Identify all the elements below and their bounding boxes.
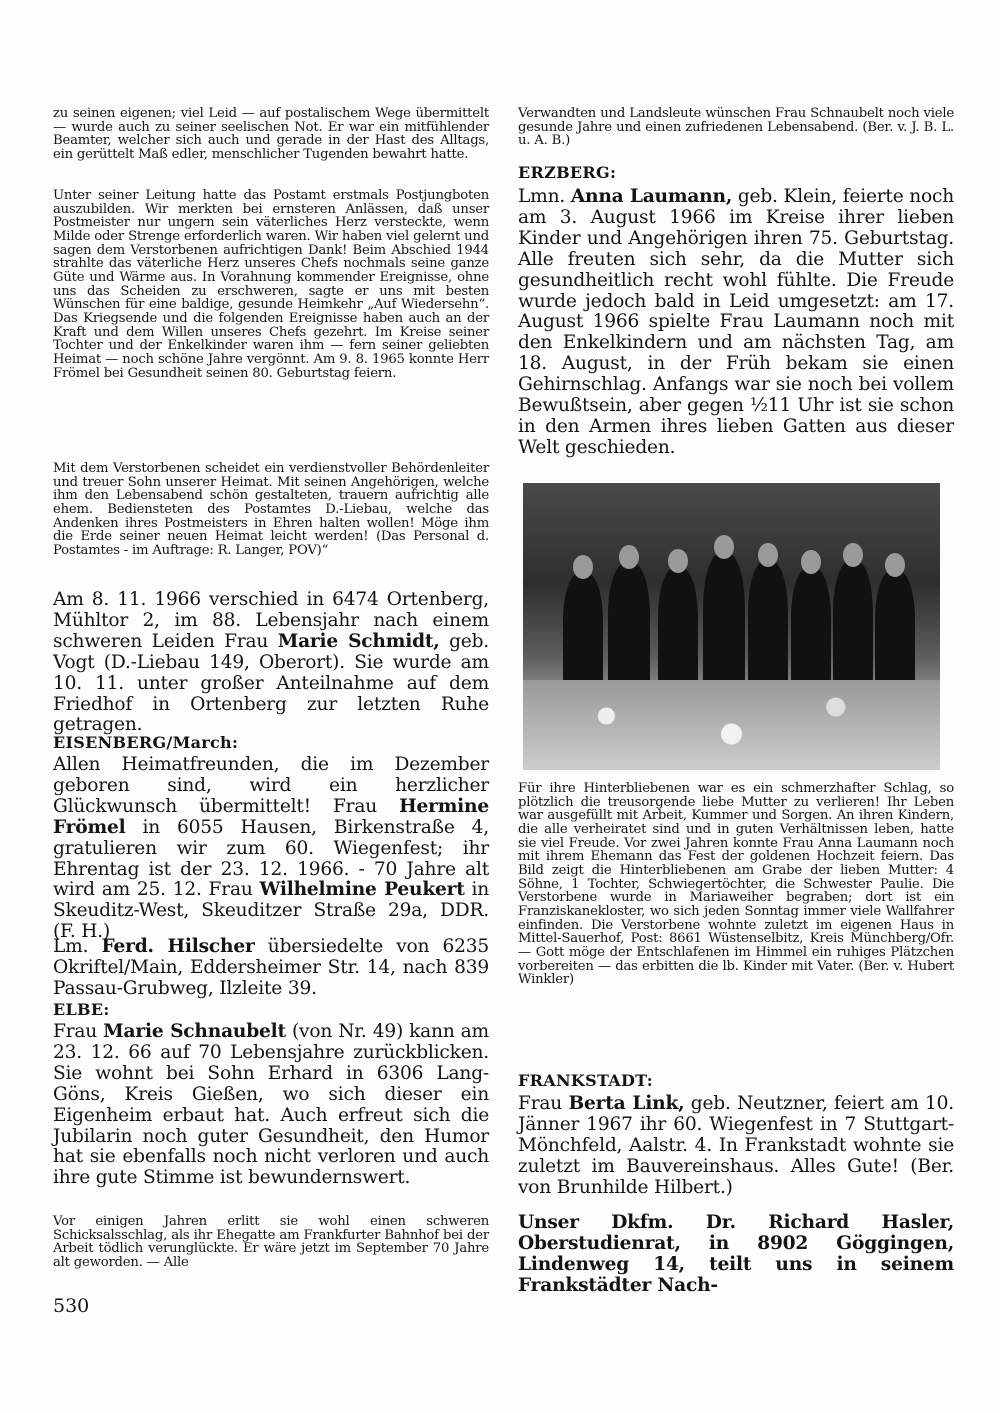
text-run: geb. Neutzner, feiert am 10. Jänner 1967 ihr 60. Wiegenfest in 7 Stuttgart-Mönchfeld, Aalstr. 4. In Frankstadt wohnte sie zuletzt im Bauvereinshaus. Alles Gute! (Ber. von Brunhilde Hilbert.): [518, 1093, 955, 1198]
paragraph: [53, 1022, 489, 1189]
bold-name-text: Unser Dkfm. Dr. Richard Hasler, Oberstudienrat, in 8902 Göggingen, Lindenweg 14, teilt uns in seinem Frankstädter Nach-: [518, 1212, 954, 1296]
section-heading: ELBE:: [53, 1000, 110, 1019]
text-run: geb. Vogt (D.-Liebau 149, Oberort). Sie wurde am 10. 11. unter großer Anteilnahme auf dem Friedhof in Ortenberg zur letzten Ruhe getragen.: [53, 630, 489, 736]
paragraph: [53, 107, 489, 162]
paragraph: [518, 107, 954, 148]
paragraph: [518, 187, 954, 459]
text-run: Für ihre Hinterbliebenen war es ein schmerzhafter Schlag, so plötzlich die treusorgende liebe Mutter zu verlieren! Ihr Leben war ausgefüllt mit Arbeit, Kummer und Sorgen. An ihren Kindern, die alle verheiratet sind und in guten Verhältnissen leben, hatte sie viel Freude. Vor zwei Jahren konnte Frau Anna Laumann noch mit ihrem Ehemann das Fest der goldenen Hochzeit feiern. Das Bild zeigt die Hinterbliebenen am Grabe der lieben Mutter: 4 Söhne, 1 Tochter, Schwiegertöchter, die Schwester Paulie. Die Verstorbene wurde in Mariaweiher begraben; dort ist ein Franziskanekloster, wo sich jeden Sonntag immer viele Wallfahrer einfinden. Die Verstorbene wohnte zuletzt im eigenen Haus in Mittel-Sauerhof, Post: 8661 Wüstenselbitz, Kreis Münchberg/Ofr. — Gott möge der Entschlafenen im Himmel ein ruhiges Plätzchen vorbereiten — das erbitten die lb. Kinder mit Vater. (Ber. v. Hubert Winkler): [518, 781, 954, 988]
paragraph: [518, 1213, 954, 1297]
section-heading: ERZBERG:: [518, 163, 617, 182]
photo-caption: [518, 782, 954, 987]
paragraph: [53, 462, 489, 558]
page-number: 530: [53, 1295, 90, 1317]
text-run: Allen Heimatfreunden, die im Dezember geboren sind, wird ein herzlicher Glückwunsch übermittelt! Frau: [53, 754, 489, 817]
section-heading: EISENBERG/March:: [53, 733, 239, 752]
text-run: Mit dem Verstorbenen scheidet ein verdienstvoller Behördenleiter und treuer Sohn unserer Heimat. Mit seinen Angehörigen, welche ihm den Lebensabend schön gestalteten, trauern aufrichtig alle ehem. Bediensteten des Postamtes D.-Liebau, welche das Andenken ihres Postmeisters in Ehren halten wollen! Möge ihm die Erde seiner neuen Heimat leicht werden! (Das Personal d. Postamtes - im Auftrage: R. Langer, POV)“: [53, 461, 489, 558]
bold-name-text: Berta Link,: [568, 1093, 685, 1114]
text-run: Verwandten und Landsleute wünschen Frau Schnaubelt noch viele gesunde Jahre und einen zufriedenen Lebensabend. (Ber. v. J. B. L. u. A. B.): [518, 106, 954, 149]
bold-name-text: Marie Schmidt,: [277, 630, 440, 652]
text-run: Frau: [53, 1021, 104, 1042]
group-photo-at-grave: [523, 483, 940, 770]
text-run: Vor einigen Jahren erlitt sie wohl einen schweren Schicksalsschlag, als ihr Ehegatte am Frankfurter Bahnhof bei der Arbeit tödlich verunglückte. Er wäre jetzt im September 70 Jahre alt geworden. — Alle: [53, 1214, 489, 1270]
bold-name-text: Anna Laumann,: [570, 186, 733, 207]
bold-name-text: Marie Schnaubelt: [103, 1021, 286, 1042]
text-run: (von Nr. 49) kann am 23. 12. 66 auf 70 Lebensjahre zurückblicken. Sie wohnt bei Sohn Erhard in 6306 Lang-Göns, Kreis Gießen, wo sich dieser ein Eigenheim erbaut hat. Auch erfreut sich die Jubilarin noch guter Gesundheit, den Humor hat sie ebenfalls noch nicht verloren und auch ihre gute Stimme ist bewundernswert.: [53, 1021, 489, 1189]
paragraph: [53, 189, 489, 380]
paragraph: [53, 590, 489, 736]
paragraph: [518, 1094, 954, 1199]
bold-name-text: Ferd. Hilscher: [101, 936, 255, 957]
paragraph: [53, 755, 489, 943]
bold-name-text: Hermine Frömel: [53, 795, 489, 838]
text-run: Unter seiner Leitung hatte das Postamt erstmals Postjungboten auszubilden. Wir merkten bei ernsteren Anlässen, daß unser Postmeister nur ungern sein väterliches Herz versteckte, wenn Milde oder Strenge erforderlich waren. Wir haben viel gelernt und sagen dem Verstorbenen aufrichtigen Dank! Beim Abschied 1944 strahlte das väterliche Herz unseres Chefs nochmals seine ganze Güte und Wärme aus. In Vorahnung kommender Ereignisse, ohne uns das Scheiden zu erschweren, sagte er uns mit besten Wünschen für eine baldige, gesunde Heimkehr „Auf Wiedersehn“. Das Kriegsende und die folgenden Ereignisse haben auch an der Kraft und dem Willen unseres Chefs gezehrt. Im Kreise seiner Tochter und der Enkelkinder waren ihm — fern seiner geliebten Heimat — noch schöne Jahre vergönnt. Am 9. 8. 1965 konnte Herr Frömel bei Gesundheit seinen 80. Geburtstag feiern.: [53, 188, 489, 381]
text-run: Lmn.: [518, 186, 571, 207]
text-run: zu seinen eigenen; viel Leid — auf postalischem Wege übermittelt — wurde auch zu seiner seelischen Not. Er war ein mitfühlender Beamter, welcher sich auch und gerade in der Hast des Alltags, ein gerüttelt Maß edler, menschlicher Tugenden bewahrt hatte.: [53, 106, 489, 162]
section-heading: FRANKSTADT:: [518, 1071, 654, 1090]
text-run: übersiedelte von 6235 Okriftel/Main, Eddersheimer Str. 14, nach 839 Passau-Grubweg, Ilzleite 39.: [53, 936, 490, 999]
text-run: in Skeuditz-West, Skeuditzer Straße 29a, DDR. (F. H.): [53, 879, 490, 943]
paragraph: [53, 937, 489, 1000]
text-run: geb. Klein, feierte noch am 3. August 1966 im Kreise ihrer lieben Kinder und Angehörigen ihren 75. Geburtstag. Alle freuten sich sehr, da die Mutter sich gesundheitlich recht wohl fühlte. Die Freude wurde jedoch bald in Leid umgesetzt: am 17. August 1966 spielte Frau Laumann noch mit den Enkelkindern und am nächsten Tag, am 18. August, in der Früh bekam sie einen Gehirnschlag. Anfangs war sie noch bei vollem Bewußtsein, aber gegen ½11 Uhr ist sie schon in den Armen ihres lieben Gatten aus dieser Welt geschieden.: [518, 186, 955, 458]
text-run: Lm.: [53, 936, 102, 957]
text-run: Frau: [518, 1093, 569, 1114]
bold-name-text: Wilhelmine Peukert: [259, 879, 465, 901]
text-run: Am 8. 11. 1966 verschied in 6474 Ortenberg, Mühltor 2, im 88. Lebensjahr nach einem schweren Leiden Frau: [53, 589, 489, 652]
paragraph: [53, 1215, 489, 1270]
text-run: in 6055 Hausen, Birkenstraße 4, gratulieren wir zum 60. Wiegenfest; ihr Ehrentag ist der 23. 12. 1966. - 70 Jahre alt wird am 25. 12. Frau: [53, 816, 489, 901]
